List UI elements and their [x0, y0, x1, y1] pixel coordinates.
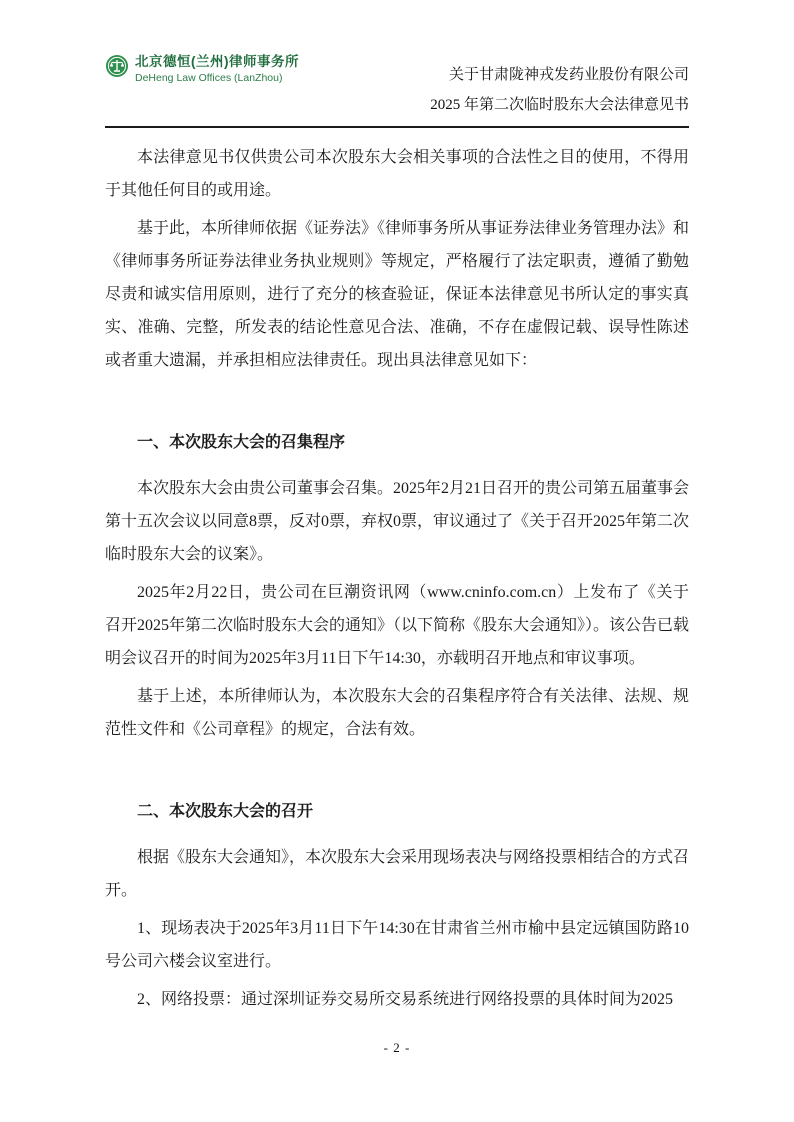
section-2-heading: 二、本次股东大会的召开 — [137, 803, 314, 820]
header-divider — [105, 126, 689, 128]
intro-paragraph-1: 本法律意见书仅供贵公司本次股东大会相关事项的合法性之目的使用，不得用于其他任何目的或用途。 — [105, 149, 689, 199]
document-title-line1: 关于甘肃陇神戎发药业股份有限公司 — [448, 67, 689, 83]
section-1-paragraph-2: 2025年2月22日，贵公司在巨潮资讯网（www.cninfo.com.cn）上发布了《关于召开2025年第二次临时股东大会的通知》（以下简称《股东大会通知》）。该公告已载明会议召开的时间为2025年3月11日下午14:30，亦载明召开地点和审议事项。 — [105, 584, 690, 667]
section-1-heading: 一、本次股东大会的召集程序 — [137, 434, 346, 451]
law-firm-name — [135, 54, 299, 84]
intro-paragraph-2: 基于此，本所律师依据《证券法》《律师事务所从事证券法律业务管理办法》和《律师事务所证券法律业务执业规则》等规定，严格履行了法定职责，遵循了勤勉尽责和诚实信用原则，进行了充分的核查验证，保证本法律意见书所认定的事实真实、准确、完整，所发表的结论性意见合法、准确，不存在虚假记载、误导性陈述或者重大遗漏，并承担相应法律责任。现出具法律意见如下： — [105, 220, 690, 369]
section-2-paragraph-2: 1、现场表决于2025年3月11日下午14:30在甘肃省兰州市榆中县定远镇国防路10号公司六楼会议室进行。 — [105, 920, 689, 970]
section-1-paragraph-3: 基于上述，本所律师认为，本次股东大会的召集程序符合有关法律、法规、规范性文件和《公司章程》的规定，合法有效。 — [105, 688, 689, 738]
page-number: - 2 - — [383, 1040, 411, 1055]
section-2-paragraph-1: 根据《股东大会通知》，本次股东大会采用现场表决与网络投票相结合的方式召开。 — [105, 849, 690, 899]
deheng-law-firm-logo-icon — [105, 54, 129, 78]
law-firm-brand — [105, 52, 299, 84]
law-firm-name-en: DeHeng Law Offices (LanZhou) — [135, 71, 283, 84]
page-header — [105, 52, 689, 120]
section-2-paragraph-3: 2、网络投票：通过深圳证券交易所交易系统进行网络投票的具体时间为2025 — [137, 991, 674, 1008]
section-1-paragraph-1: 本次股东大会由贵公司董事会召集。2025年2月21日召开的贵公司第五届董事会第十五次会议以同意8票，反对0票，弃权0票，审议通过了《关于召开2025年第二次临时股东大会的议案》。 — [105, 480, 690, 563]
law-firm-name-cn: 北京德恒(兰州)律师事务所 — [135, 54, 299, 69]
document-title — [430, 52, 689, 120]
document-body — [105, 141, 689, 1016]
document-title-line2: 2025 年第二次临时股东大会法律意见书 — [430, 97, 689, 113]
